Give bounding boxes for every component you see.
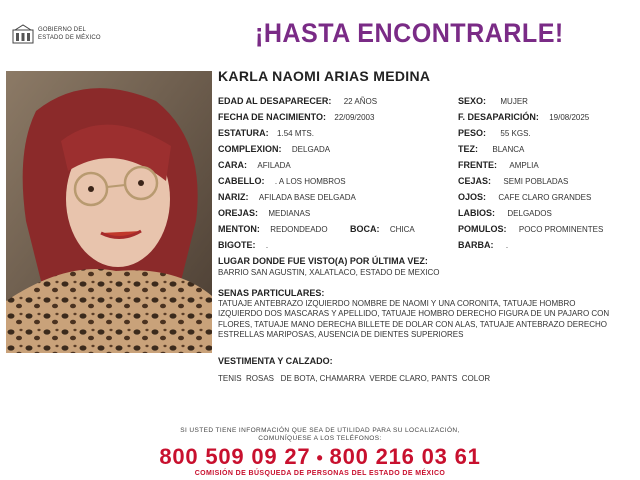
- field-frente: [458, 160, 539, 171]
- field-orejas: [218, 208, 310, 219]
- cabello-value: . A LOS HOMBROS: [274, 177, 346, 186]
- labios-value: DELGADOS: [507, 209, 552, 218]
- nacimiento-value: 22/09/2003: [334, 113, 375, 122]
- complexion-value: DELGADA: [291, 145, 331, 154]
- field-desaparicion: [458, 112, 589, 123]
- field-cejas: [458, 176, 568, 187]
- field-tez: [458, 144, 524, 155]
- barba-label: BARBA:: [458, 240, 494, 250]
- nacimiento-label: FECHA DE NACIMIENTO:: [218, 112, 326, 122]
- pomulos-label: POMULOS:: [458, 224, 507, 234]
- gov-line-1: GOBIERNO DEL: [38, 27, 87, 33]
- state-emblem-icon: [12, 24, 34, 44]
- field-pomulos: [458, 224, 603, 235]
- field-ojos: [458, 192, 591, 203]
- field-complexion: [218, 144, 330, 155]
- last-seen-label: LUGAR DONDE FUE VISTO(A) POR ÚLTIMA VEZ:: [218, 256, 428, 266]
- last-seen-value: BARRIO SAN AGUSTIN, XALATLACO, ESTADO DE MEXICO: [218, 268, 440, 277]
- field-nariz: [218, 192, 356, 203]
- menton-label: MENTON:: [218, 224, 260, 234]
- page-title: ¡HASTA ENCONTRARLE!: [255, 18, 564, 48]
- boca-label: BOCA:: [350, 224, 380, 234]
- pomulos-value: POCO PROMINENTES: [518, 225, 604, 234]
- field-bigote: [218, 240, 268, 251]
- phone-numbers: [0, 444, 640, 470]
- sexo-label: SEXO:: [458, 96, 487, 106]
- peso-value: 55 KGS.: [500, 129, 531, 138]
- gov-line-2: ESTADO DE MÉXICO: [38, 35, 101, 41]
- cara-label: CARA:: [218, 160, 247, 170]
- menton-value: REDONDEADO: [270, 225, 328, 234]
- labios-label: LABIOS:: [458, 208, 495, 218]
- field-nacimiento: [218, 112, 374, 123]
- desaparicion-value: 19/08/2025: [549, 113, 590, 122]
- person-photo: [6, 71, 212, 353]
- field-peso: [458, 128, 531, 139]
- person-name: KARLA NAOMI ARIAS MEDINA: [218, 68, 431, 84]
- tez-value: BLANCA: [492, 145, 525, 154]
- field-sexo: [458, 96, 528, 107]
- tez-label: TEZ:: [458, 144, 478, 154]
- field-cabello: [218, 176, 346, 187]
- commission-name: COMISIÓN DE BÚSQUEDA DE PERSONAS DEL ESTADO DE MÉXICO: [194, 470, 446, 477]
- phone-separator: •: [316, 448, 324, 468]
- phone-number-1[interactable]: 800 509 09 27: [159, 444, 311, 469]
- field-menton: [218, 224, 328, 235]
- edad-label: EDAD AL DESAPARECER:: [218, 96, 332, 106]
- edad-value: 22 AÑOS: [343, 97, 378, 106]
- ojos-label: OJOS:: [458, 192, 487, 202]
- cara-value: AFILADA: [257, 161, 291, 170]
- government-logo: [12, 22, 117, 46]
- estatura-value: 1.54 MTS.: [277, 129, 314, 138]
- sexo-value: MUJER: [500, 97, 528, 106]
- phone-number-2[interactable]: 800 216 03 61: [329, 444, 481, 469]
- desaparicion-label: F. DESAPARICIÓN:: [458, 112, 539, 122]
- clothing-value: TENIS ROSAS DE BOTA, CHAMARRA VERDE CLARO, PANTS COLOR: [218, 374, 491, 383]
- complexion-label: COMPLEXION:: [218, 144, 282, 154]
- contact-info-line-2: COMUNÍQUESE A LOS TELÉFONOS:: [258, 435, 382, 442]
- cejas-value: SEMI POBLADAS: [503, 177, 569, 186]
- nariz-label: NARIZ:: [218, 192, 249, 202]
- cabello-label: CABELLO:: [218, 176, 265, 186]
- marks-value: TATUAJE ANTEBRAZO IZQUIERDO NOMBRE DE NAOMI Y UNA CORONITA, TATUAJE HOMBRO IZQUIERDO DOS MASCARAS Y APELLIDO, TATUAJE HOMBRO DERECHO FIGURA DE UN PAJARO CON FLORES, TATUAJE MANO DERECHA BILLETE DE DOLAR CON ALAS, TATUAJE ANTEBRAZO DERECHO ESTRELLAS MARIPOSAS, AUSENCIA DE DIENTES SUPERIORES: [218, 299, 610, 340]
- field-barba: [458, 240, 508, 251]
- peso-label: PESO:: [458, 128, 487, 138]
- orejas-value: MEDIANAS: [268, 209, 311, 218]
- field-cara: [218, 160, 291, 171]
- contact-info-line-1: SI USTED TIENE INFORMACIÓN QUE SEA DE UTILIDAD PARA SU LOCALIZACIÓN,: [180, 427, 460, 434]
- bigote-label: BIGOTE:: [218, 240, 256, 250]
- boca-value: CHICA: [389, 225, 415, 234]
- field-edad: [218, 96, 377, 107]
- field-estatura: [218, 128, 314, 139]
- bigote-value: .: [265, 241, 269, 250]
- cejas-label: CEJAS:: [458, 176, 492, 186]
- barba-value: .: [505, 241, 509, 250]
- frente-label: FRENTE:: [458, 160, 497, 170]
- frente-value: AMPLIA: [509, 161, 539, 170]
- nariz-value: AFILADA BASE DELGADA: [258, 193, 356, 202]
- orejas-label: OREJAS:: [218, 208, 259, 218]
- government-name: [38, 26, 101, 42]
- field-boca: [350, 224, 415, 235]
- clothing-label: VESTIMENTA Y CALZADO:: [218, 356, 333, 366]
- ojos-value: CAFE CLARO GRANDES: [498, 193, 592, 202]
- field-labios: [458, 208, 552, 219]
- estatura-label: ESTATURA:: [218, 128, 269, 138]
- marks-label: SENAS PARTICULARES:: [218, 288, 325, 298]
